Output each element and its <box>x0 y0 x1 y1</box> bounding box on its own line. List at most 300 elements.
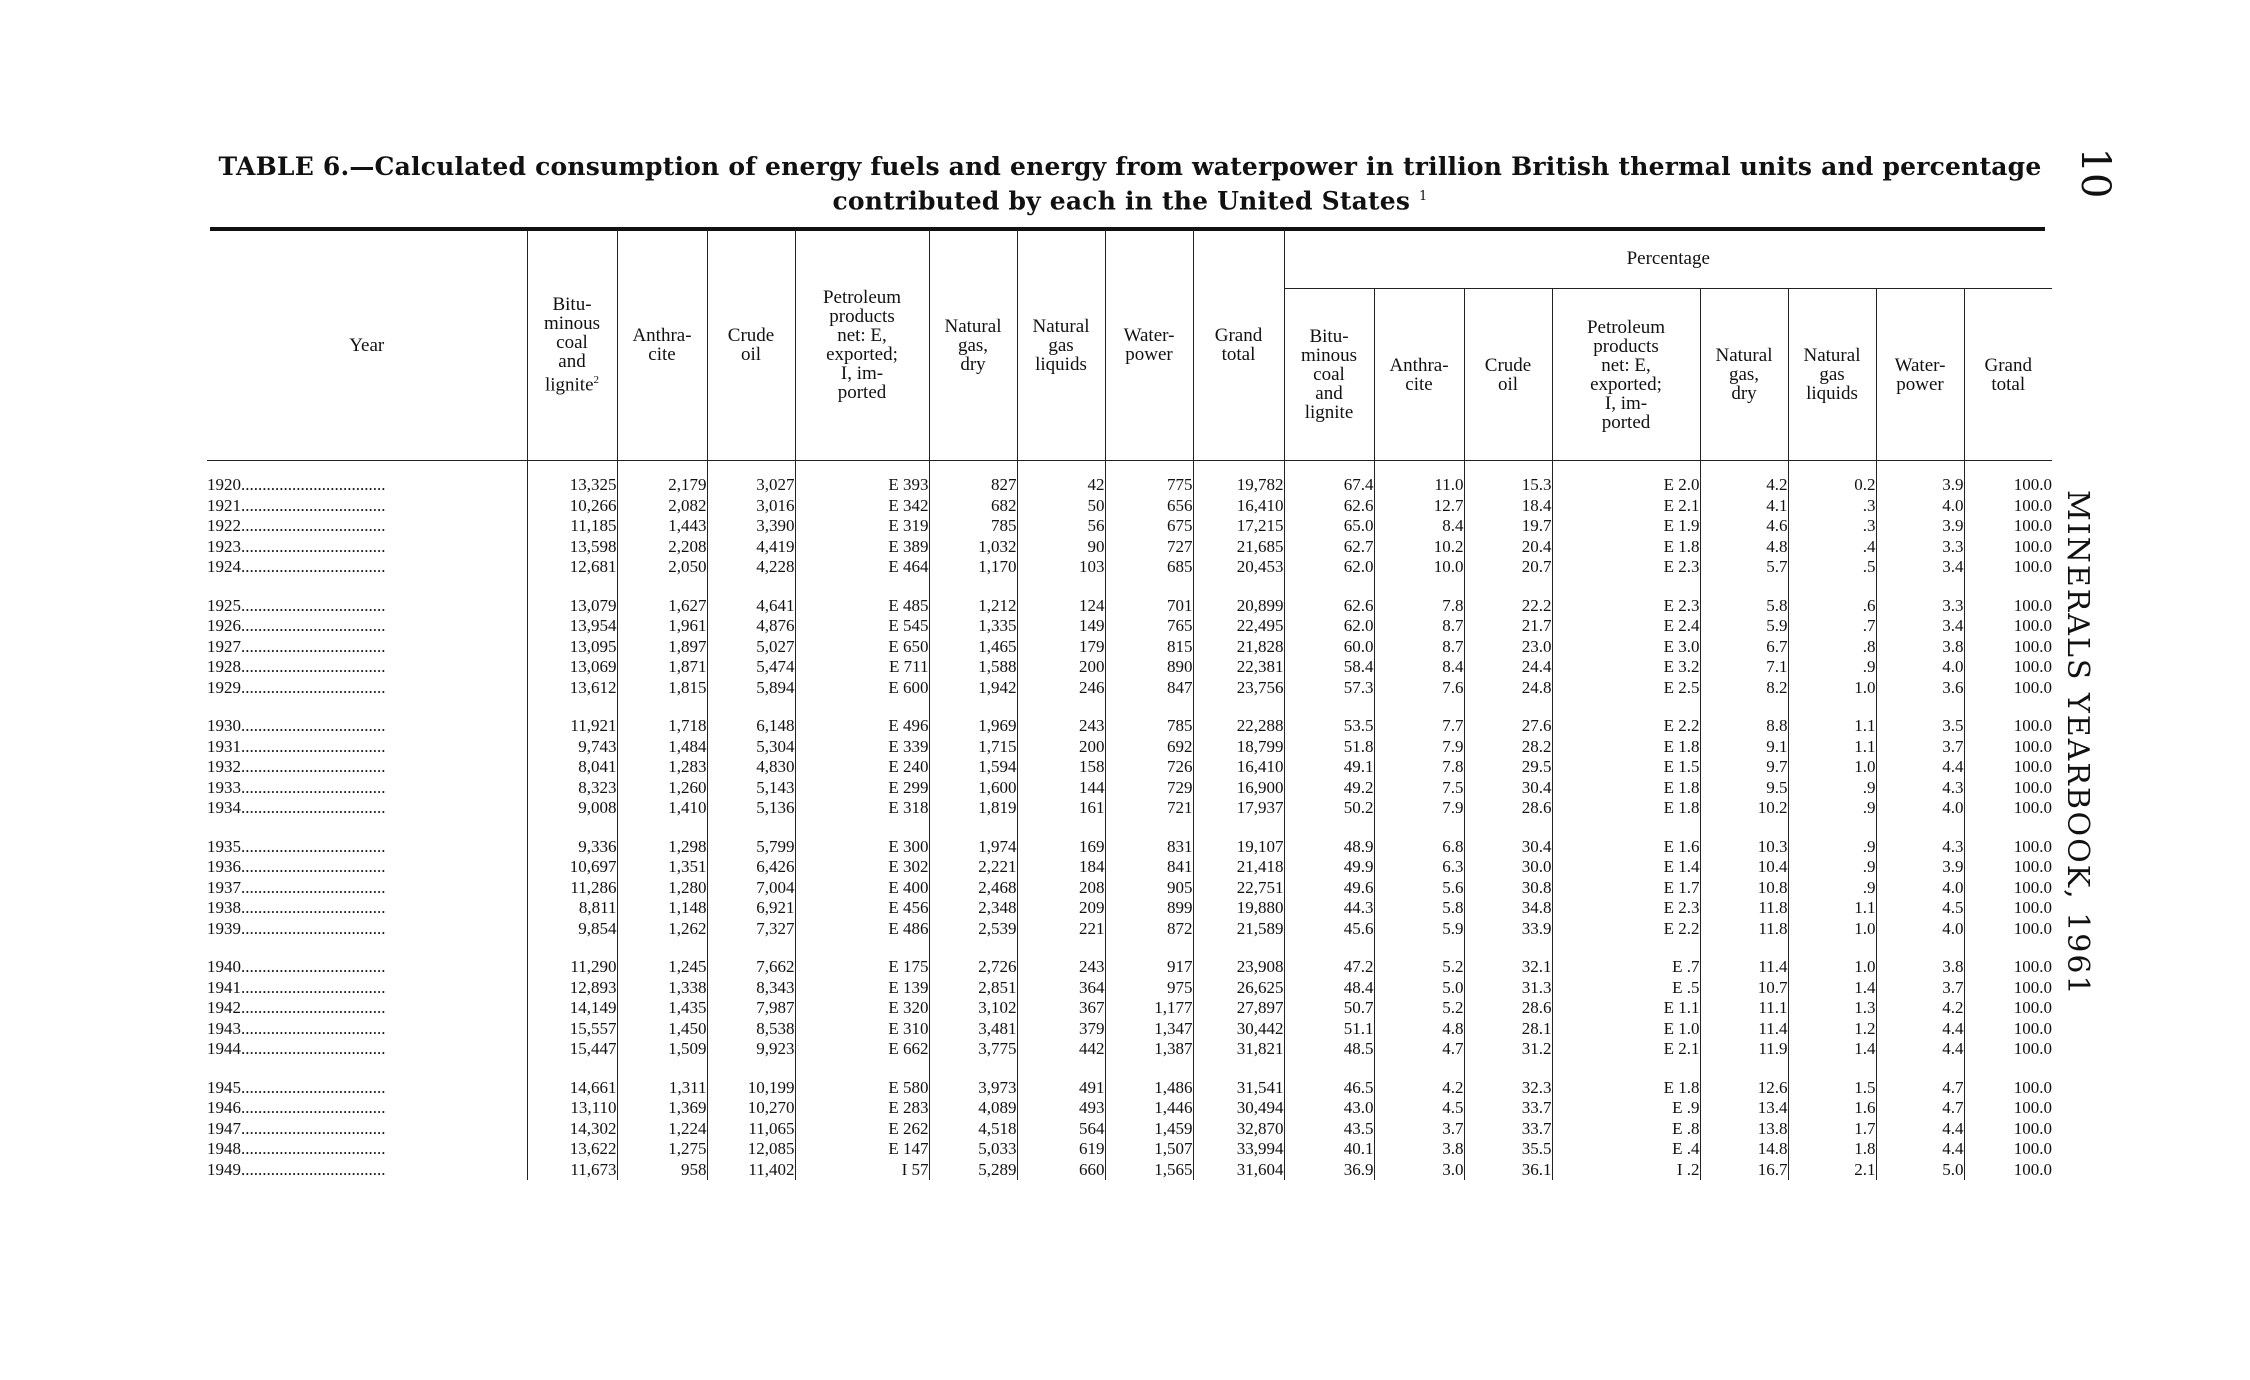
value-cell: 9,743 <box>527 737 617 758</box>
value-cell: 1.4 <box>1788 978 1876 999</box>
value-cell: 36.9 <box>1284 1160 1374 1181</box>
group-spacer <box>207 819 2052 837</box>
value-cell: 8.4 <box>1374 516 1464 537</box>
value-cell: 5,799 <box>707 837 795 858</box>
header-line: Bitu- <box>1309 326 1349 347</box>
value-cell: 16,410 <box>1193 757 1284 778</box>
value-cell: 10.4 <box>1700 857 1788 878</box>
value-cell: 31.2 <box>1464 1039 1552 1060</box>
value-cell: 2.1 <box>1788 1160 1876 1181</box>
value-cell: 21,685 <box>1193 537 1284 558</box>
value-cell: 100.0 <box>1964 716 2052 737</box>
energy-table <box>207 230 2052 1180</box>
year-cell: 1933.................................. <box>207 777 386 797</box>
value-cell: 36.1 <box>1464 1160 1552 1181</box>
value-cell: 1.0 <box>1788 678 1876 699</box>
value-cell: 8.4 <box>1374 657 1464 678</box>
header-pct-crude-oil <box>1464 289 1552 461</box>
header-line: exported; <box>826 344 898 365</box>
value-cell: 48.4 <box>1284 978 1374 999</box>
value-cell: E 240 <box>795 757 929 778</box>
group-spacer <box>207 939 2052 957</box>
value-cell: E 400 <box>795 878 929 899</box>
value-cell: E 139 <box>795 978 929 999</box>
value-cell: 1,969 <box>929 716 1017 737</box>
value-cell: 16,410 <box>1193 496 1284 517</box>
value-cell: 1,335 <box>929 616 1017 637</box>
value-cell: 50.2 <box>1284 798 1374 819</box>
value-cell: 17,937 <box>1193 798 1284 819</box>
value-cell: 100.0 <box>1964 678 2052 699</box>
value-cell: 11.8 <box>1700 898 1788 919</box>
value-cell: 33.7 <box>1464 1119 1552 1140</box>
value-cell: 100.0 <box>1964 957 2052 978</box>
value-cell: 5.2 <box>1374 957 1464 978</box>
value-cell: 2,179 <box>617 461 707 496</box>
value-cell: 16.7 <box>1700 1160 1788 1181</box>
table-row <box>207 857 2052 878</box>
value-cell: 2,208 <box>617 537 707 558</box>
value-cell: 144 <box>1017 778 1105 799</box>
value-cell: 2,348 <box>929 898 1017 919</box>
value-cell: 905 <box>1105 878 1193 899</box>
table-row <box>207 1078 2052 1099</box>
header-line: Water- <box>1123 325 1175 346</box>
header-line: gas <box>1819 364 1845 385</box>
value-cell: 0.2 <box>1788 461 1876 496</box>
value-cell: 9,336 <box>527 837 617 858</box>
value-cell: 1,446 <box>1105 1098 1193 1119</box>
value-cell: 4.2 <box>1876 998 1964 1019</box>
value-cell: E 175 <box>795 957 929 978</box>
value-cell: 62.7 <box>1284 537 1374 558</box>
value-cell: 917 <box>1105 957 1193 978</box>
value-cell: 47.2 <box>1284 957 1374 978</box>
table-row <box>207 898 2052 919</box>
year-cell: 1949.................................. <box>207 1159 386 1179</box>
value-cell: 4.2 <box>1374 1078 1464 1099</box>
value-cell: E 320 <box>795 998 929 1019</box>
value-cell: 5.0 <box>1876 1160 1964 1181</box>
table-row <box>207 678 2052 699</box>
value-cell: 103 <box>1017 557 1105 578</box>
value-cell: 890 <box>1105 657 1193 678</box>
value-cell: 7.6 <box>1374 678 1464 699</box>
value-cell: 9.7 <box>1700 757 1788 778</box>
value-cell: 2,221 <box>929 857 1017 878</box>
value-cell: 11,402 <box>707 1160 795 1181</box>
header-line: Anthra- <box>1389 354 1449 376</box>
value-cell: E 339 <box>795 737 929 758</box>
header-pct-anthracite <box>1374 289 1464 461</box>
value-cell: E 147 <box>795 1139 929 1160</box>
value-cell: E 1.9 <box>1552 516 1700 537</box>
value-cell: 5.2 <box>1374 998 1464 1019</box>
header-line: ported <box>1601 411 1651 433</box>
value-cell: E 318 <box>795 798 929 819</box>
value-cell: 8.8 <box>1700 716 1788 737</box>
header-grand-total <box>1193 230 1284 461</box>
table-row <box>207 1119 2052 1140</box>
value-cell: 12,085 <box>707 1139 795 1160</box>
value-cell: 11,185 <box>527 516 617 537</box>
group-spacer <box>207 1060 2052 1078</box>
value-cell: 1,484 <box>617 737 707 758</box>
header-waterpower <box>1105 230 1193 461</box>
value-cell: 28.1 <box>1464 1019 1552 1040</box>
value-cell: 43.5 <box>1284 1119 1374 1140</box>
value-cell: 1.4 <box>1788 1039 1876 1060</box>
value-cell: 4.1 <box>1700 496 1788 517</box>
value-cell: E .5 <box>1552 978 1700 999</box>
header-pct-grand-total <box>1964 289 2052 461</box>
table-row <box>207 757 2052 778</box>
header-line: gas, <box>1728 364 1760 385</box>
value-cell: 3,102 <box>929 998 1017 1019</box>
value-cell: 62.6 <box>1284 496 1374 517</box>
value-cell: 8,041 <box>527 757 617 778</box>
header-line: and <box>558 351 586 373</box>
value-cell: 1,148 <box>617 898 707 919</box>
value-cell: E 1.8 <box>1552 737 1700 758</box>
value-cell: 19.7 <box>1464 516 1552 537</box>
value-cell: 33.7 <box>1464 1098 1552 1119</box>
value-cell: 2,082 <box>617 496 707 517</box>
value-cell: 23,756 <box>1193 678 1284 699</box>
value-cell: 100.0 <box>1964 857 2052 878</box>
value-cell: 5.7 <box>1700 557 1788 578</box>
value-cell: .7 <box>1788 616 1876 637</box>
table-row <box>207 716 2052 737</box>
value-cell: 31,541 <box>1193 1078 1284 1099</box>
value-cell: 1,351 <box>617 857 707 878</box>
value-cell: 1,588 <box>929 657 1017 678</box>
value-cell: 62.6 <box>1284 596 1374 617</box>
value-cell: 1,815 <box>617 678 707 699</box>
value-cell: 13,622 <box>527 1139 617 1160</box>
value-cell: E 283 <box>795 1098 929 1119</box>
value-cell: 9,854 <box>527 919 617 940</box>
value-cell: E 456 <box>795 898 929 919</box>
value-cell: 62.0 <box>1284 616 1374 637</box>
header-line: Grand <box>1214 325 1263 346</box>
value-cell: 100.0 <box>1964 998 2052 1019</box>
year-cell: 1921.................................. <box>207 495 386 515</box>
running-head <box>2040 147 2150 1250</box>
header-line: oil <box>740 344 762 365</box>
year-cell: 1926.................................. <box>207 616 386 635</box>
value-cell: 29.5 <box>1464 757 1552 778</box>
value-cell: 22,751 <box>1193 878 1284 899</box>
value-cell: E 2.3 <box>1552 596 1700 617</box>
value-cell: 1,974 <box>929 837 1017 858</box>
value-cell: 692 <box>1105 737 1193 758</box>
value-cell: E 580 <box>795 1078 929 1099</box>
value-cell: 1,262 <box>617 919 707 940</box>
value-cell: 30,442 <box>1193 1019 1284 1040</box>
value-cell: 6,426 <box>707 857 795 878</box>
value-cell: 100.0 <box>1964 1119 2052 1140</box>
value-cell: 4.7 <box>1876 1078 1964 1099</box>
value-cell: 14,302 <box>527 1119 617 1140</box>
value-cell: 4.5 <box>1374 1098 1464 1119</box>
value-cell: 7.9 <box>1374 737 1464 758</box>
value-cell: 13,095 <box>527 637 617 658</box>
header-line: total <box>1221 344 1256 365</box>
value-cell: 49.6 <box>1284 878 1374 899</box>
value-cell: 442 <box>1017 1039 1105 1060</box>
table-row <box>207 978 2052 999</box>
value-cell: 15,557 <box>527 1019 617 1040</box>
value-cell: 13,069 <box>527 657 617 678</box>
header-line: cite <box>1405 373 1433 395</box>
value-cell: 208 <box>1017 878 1105 899</box>
value-cell: 4.4 <box>1876 1019 1964 1040</box>
value-cell: 4.7 <box>1876 1098 1964 1119</box>
value-cell: 1,387 <box>1105 1039 1193 1060</box>
table-title-line2-text: contributed by each in the United States <box>832 186 1411 216</box>
value-cell: 100.0 <box>1964 557 2052 578</box>
value-cell: 100.0 <box>1964 878 2052 899</box>
value-cell: 3.8 <box>1876 637 1964 658</box>
value-cell: 1,298 <box>617 837 707 858</box>
value-cell: 32,870 <box>1193 1119 1284 1140</box>
value-cell: 7.1 <box>1700 657 1788 678</box>
table-row <box>207 1098 2052 1119</box>
value-cell: 10.3 <box>1700 837 1788 858</box>
value-cell: 4.8 <box>1374 1019 1464 1040</box>
page-number: 10 <box>2072 147 2118 199</box>
header-line: power <box>1896 373 1944 395</box>
value-cell: 3.6 <box>1876 678 1964 699</box>
value-cell: 4.4 <box>1876 1139 1964 1160</box>
value-cell: 1,565 <box>1105 1160 1193 1181</box>
value-cell: 16,900 <box>1193 778 1284 799</box>
value-cell: 10,199 <box>707 1078 795 1099</box>
value-cell: 7,662 <box>707 957 795 978</box>
value-cell: 1.1 <box>1788 716 1876 737</box>
value-cell: 958 <box>617 1160 707 1181</box>
value-cell: 619 <box>1017 1139 1105 1160</box>
value-cell: 3,481 <box>929 1019 1017 1040</box>
value-cell: 6,148 <box>707 716 795 737</box>
value-cell: 775 <box>1105 461 1193 496</box>
header-natural-gas-liquids <box>1017 230 1105 461</box>
value-cell: 3.7 <box>1876 978 1964 999</box>
value-cell: 23,908 <box>1193 957 1284 978</box>
header-line: Water- <box>1894 354 1946 376</box>
value-cell: E 2.1 <box>1552 1039 1700 1060</box>
value-cell: 1,465 <box>929 637 1017 658</box>
value-cell: E 2.3 <box>1552 557 1700 578</box>
year-cell: 1930.................................. <box>207 716 386 735</box>
value-cell: 5.0 <box>1374 978 1464 999</box>
year-cell: 1948.................................. <box>207 1139 386 1158</box>
value-cell: .9 <box>1788 878 1876 899</box>
value-cell: 5.9 <box>1374 919 1464 940</box>
value-cell: 675 <box>1105 516 1193 537</box>
value-cell: 100.0 <box>1964 1139 2052 1160</box>
value-cell: 28.6 <box>1464 998 1552 1019</box>
value-cell: 246 <box>1017 678 1105 699</box>
value-cell: 4.6 <box>1700 516 1788 537</box>
value-cell: 4,089 <box>929 1098 1017 1119</box>
value-cell: 815 <box>1105 637 1193 658</box>
value-cell: 1,283 <box>617 757 707 778</box>
year-cell: 1937.................................. <box>207 877 386 897</box>
value-cell: 50.7 <box>1284 998 1374 1019</box>
value-cell: 1,212 <box>929 596 1017 617</box>
value-cell: E 3.0 <box>1552 637 1700 658</box>
value-cell: 53.5 <box>1284 716 1374 737</box>
running-head-text: MINERALS YEARBOOK, 1961 <box>2060 490 2095 997</box>
value-cell: 3.7 <box>1374 1119 1464 1140</box>
value-cell: 24.8 <box>1464 678 1552 699</box>
value-cell: 100.0 <box>1964 778 2052 799</box>
value-cell: 12,681 <box>527 557 617 578</box>
value-cell: 100.0 <box>1964 461 2052 496</box>
value-cell: 24.4 <box>1464 657 1552 678</box>
header-line: liquids <box>1035 353 1087 375</box>
value-cell: 20,899 <box>1193 596 1284 617</box>
value-cell: 4,228 <box>707 557 795 578</box>
value-cell: 1.1 <box>1788 898 1876 919</box>
year-cell: 1945.................................. <box>207 1077 386 1097</box>
value-cell: 33,994 <box>1193 1139 1284 1160</box>
value-cell: 1.0 <box>1788 757 1876 778</box>
table-row <box>207 596 2052 617</box>
header-anthracite <box>617 230 707 461</box>
value-cell: 1,450 <box>617 1019 707 1040</box>
percentage-header: Percentage <box>1284 230 2052 289</box>
table-body <box>207 461 2052 1181</box>
value-cell: 11.9 <box>1700 1039 1788 1060</box>
value-cell: 10.0 <box>1374 557 1464 578</box>
year-cell: 1929.................................. <box>207 677 386 697</box>
value-cell: 4.0 <box>1876 798 1964 819</box>
value-cell: 1,897 <box>617 637 707 658</box>
value-cell: 1.0 <box>1788 957 1876 978</box>
value-cell: 11.1 <box>1700 998 1788 1019</box>
value-cell: E 342 <box>795 496 929 517</box>
value-cell: 727 <box>1105 537 1193 558</box>
value-cell: 100.0 <box>1964 798 2052 819</box>
header-line: Natural <box>1715 345 1773 366</box>
value-cell: 364 <box>1017 978 1105 999</box>
value-cell: E 485 <box>795 596 929 617</box>
value-cell: 5,894 <box>707 678 795 699</box>
value-cell: .8 <box>1788 637 1876 658</box>
value-cell: 1,594 <box>929 757 1017 778</box>
value-cell: 8,343 <box>707 978 795 999</box>
value-cell: 56 <box>1017 516 1105 537</box>
value-cell: 21,828 <box>1193 637 1284 658</box>
value-cell: E 662 <box>795 1039 929 1060</box>
year-cell: 1936.................................. <box>207 857 386 876</box>
value-cell: 3,973 <box>929 1078 1017 1099</box>
value-cell: 1,280 <box>617 878 707 899</box>
year-cell: 1947.................................. <box>207 1118 386 1138</box>
value-cell: 1,224 <box>617 1119 707 1140</box>
value-cell: 46.5 <box>1284 1078 1374 1099</box>
value-cell: 14,661 <box>527 1078 617 1099</box>
value-cell: .9 <box>1788 837 1876 858</box>
value-cell: 8.7 <box>1374 616 1464 637</box>
header-line: minous <box>1301 345 1357 366</box>
header-line: net: E, <box>1601 354 1651 376</box>
value-cell: 100.0 <box>1964 637 2052 658</box>
header-pct-waterpower <box>1876 289 1964 461</box>
value-cell: E 302 <box>795 857 929 878</box>
value-cell: 8.2 <box>1700 678 1788 699</box>
value-cell: E 464 <box>795 557 929 578</box>
table-row <box>207 557 2052 578</box>
value-cell: E 1.7 <box>1552 878 1700 899</box>
header-natural-gas-dry <box>929 230 1017 461</box>
value-cell: 11,290 <box>527 957 617 978</box>
value-cell: E 1.8 <box>1552 798 1700 819</box>
header-pct-petroleum-products <box>1552 289 1700 461</box>
header-line: Grand <box>1984 354 2032 376</box>
value-cell: 30.8 <box>1464 878 1552 899</box>
value-cell: 3,775 <box>929 1039 1017 1060</box>
value-cell: 6.7 <box>1700 637 1788 658</box>
value-cell: 100.0 <box>1964 837 2052 858</box>
value-cell: 4.2 <box>1700 461 1788 496</box>
value-cell: 200 <box>1017 737 1105 758</box>
value-cell: 4,830 <box>707 757 795 778</box>
value-cell: E .7 <box>1552 957 1700 978</box>
value-cell: E 3.2 <box>1552 657 1700 678</box>
value-cell: 14,149 <box>527 998 617 1019</box>
value-cell: E 1.0 <box>1552 1019 1700 1040</box>
value-cell: E 1.8 <box>1552 537 1700 558</box>
value-cell: 12.7 <box>1374 496 1464 517</box>
value-cell: 4.4 <box>1876 1039 1964 1060</box>
year-cell: 1923.................................. <box>207 536 386 556</box>
value-cell: 158 <box>1017 757 1105 778</box>
value-cell: 1.7 <box>1788 1119 1876 1140</box>
value-cell: 9.5 <box>1700 778 1788 799</box>
value-cell: 22,495 <box>1193 616 1284 637</box>
value-cell: 124 <box>1017 596 1105 617</box>
year-header: Year <box>207 230 527 461</box>
value-cell: 872 <box>1105 919 1193 940</box>
year-cell: 1927.................................. <box>207 636 386 656</box>
year-cell: 1920.................................. <box>207 475 386 494</box>
value-cell: 1,245 <box>617 957 707 978</box>
value-cell: E .4 <box>1552 1139 1700 1160</box>
value-cell: E 2.5 <box>1552 678 1700 699</box>
value-cell: 49.1 <box>1284 757 1374 778</box>
year-cell: 1941.................................. <box>207 977 386 997</box>
value-cell: 3.4 <box>1876 616 1964 637</box>
value-cell: 4.3 <box>1876 778 1964 799</box>
value-cell: 19,880 <box>1193 898 1284 919</box>
value-cell: I .2 <box>1552 1160 1700 1181</box>
value-cell: 2,539 <box>929 919 1017 940</box>
value-cell: 682 <box>929 496 1017 517</box>
value-cell: 34.8 <box>1464 898 1552 919</box>
value-cell: 721 <box>1105 798 1193 819</box>
value-cell: .9 <box>1788 798 1876 819</box>
value-cell: 50 <box>1017 496 1105 517</box>
value-cell: 149 <box>1017 616 1105 637</box>
table-row <box>207 657 2052 678</box>
value-cell: 65.0 <box>1284 516 1374 537</box>
value-cell: 1,459 <box>1105 1119 1193 1140</box>
value-cell: 1,347 <box>1105 1019 1193 1040</box>
